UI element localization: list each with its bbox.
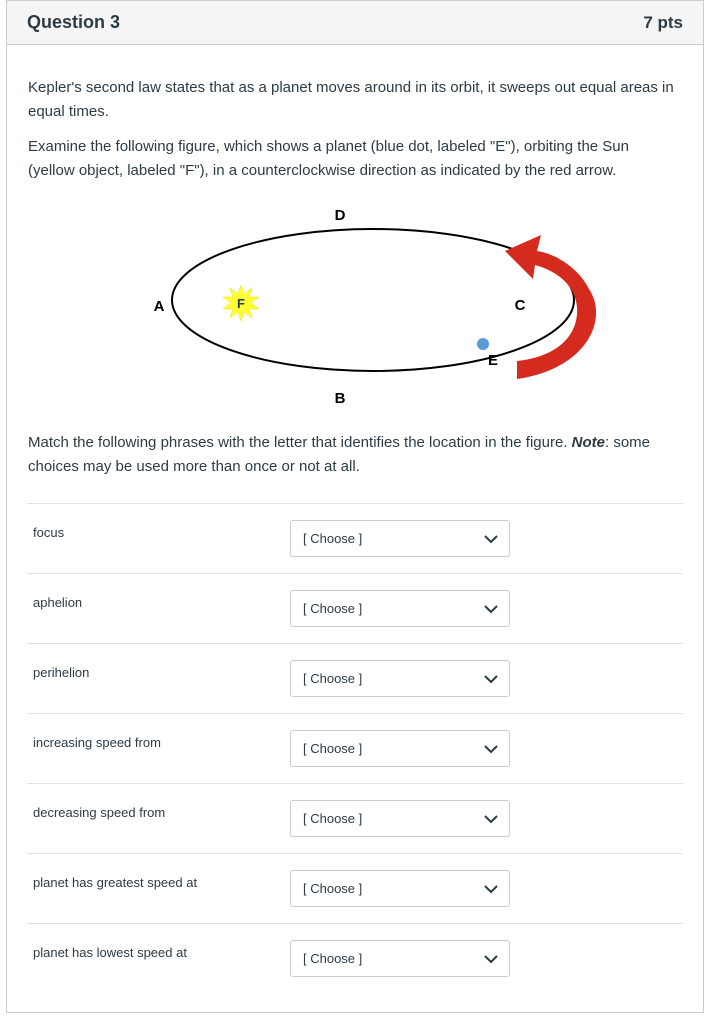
dropdown-value: [ Choose ] [303, 671, 363, 686]
chevron-down-icon [483, 603, 499, 615]
match-row [27, 573, 683, 643]
match-label: planet has lowest speed at [33, 945, 187, 960]
sun-label: F [237, 296, 245, 311]
answer-dropdown[interactable] [290, 660, 510, 697]
match-label: focus [33, 525, 65, 540]
dropdown-value: [ Choose ] [303, 741, 363, 756]
question-header [7, 1, 703, 45]
label-d: D [334, 207, 346, 224]
intro-paragraph: Kepler's second law states that as a planet moves around in its orbit, it sweeps out equal areas in equal times. [28, 79, 674, 120]
answer-dropdown[interactable] [290, 870, 510, 907]
match-row [27, 853, 683, 923]
match-row [27, 643, 683, 713]
match-label: increasing speed from [33, 735, 161, 750]
dropdown-value: [ Choose ] [303, 881, 363, 896]
dropdown-value: [ Choose ] [303, 601, 363, 616]
instructions-paragraph [28, 431, 678, 479]
dropdown-value: [ Choose ] [303, 531, 363, 546]
question-title: Question 3 [27, 12, 121, 32]
question-points: 7 pts [643, 12, 683, 32]
match-label: decreasing speed from [33, 805, 166, 820]
label-a: A [153, 298, 165, 315]
instructions-text: Match the following phrases with the letter that identifies the location in the figure. [28, 434, 572, 451]
answer-dropdown[interactable] [290, 520, 510, 557]
match-row [27, 783, 683, 853]
answer-dropdown[interactable] [290, 940, 510, 977]
orbit-figure [147, 199, 607, 414]
planet-dot [477, 338, 489, 350]
matching-list [27, 503, 683, 993]
chevron-down-icon [483, 533, 499, 545]
answer-dropdown[interactable] [290, 590, 510, 627]
match-label: planet has greatest speed at [33, 875, 198, 890]
label-e: E [487, 352, 499, 369]
chevron-down-icon [483, 743, 499, 755]
answer-dropdown[interactable] [290, 800, 510, 837]
dropdown-value: [ Choose ] [303, 951, 363, 966]
chevron-down-icon [483, 883, 499, 895]
chevron-down-icon [483, 673, 499, 685]
chevron-down-icon [483, 953, 499, 965]
figure-description-paragraph: Examine the following figure, which shows a planet (blue dot, labeled "E"), orbiting the Sun (yellow object, labeled "F"), in a counterclockwise direction as indicated by the red arrow. [28, 138, 629, 179]
dropdown-value: [ Choose ] [303, 811, 363, 826]
match-label: perihelion [33, 665, 90, 680]
match-row [27, 923, 683, 993]
match-label: aphelion [33, 595, 83, 610]
instructions-note-text: : some choices may be used more than once or not at all. [28, 434, 650, 475]
match-row [27, 503, 683, 573]
label-c: C [514, 297, 526, 314]
answer-dropdown[interactable] [290, 730, 510, 767]
match-row [27, 713, 683, 783]
question-card [6, 0, 704, 1013]
label-b: B [334, 390, 346, 407]
note-label: Note [571, 434, 605, 451]
chevron-down-icon [483, 813, 499, 825]
